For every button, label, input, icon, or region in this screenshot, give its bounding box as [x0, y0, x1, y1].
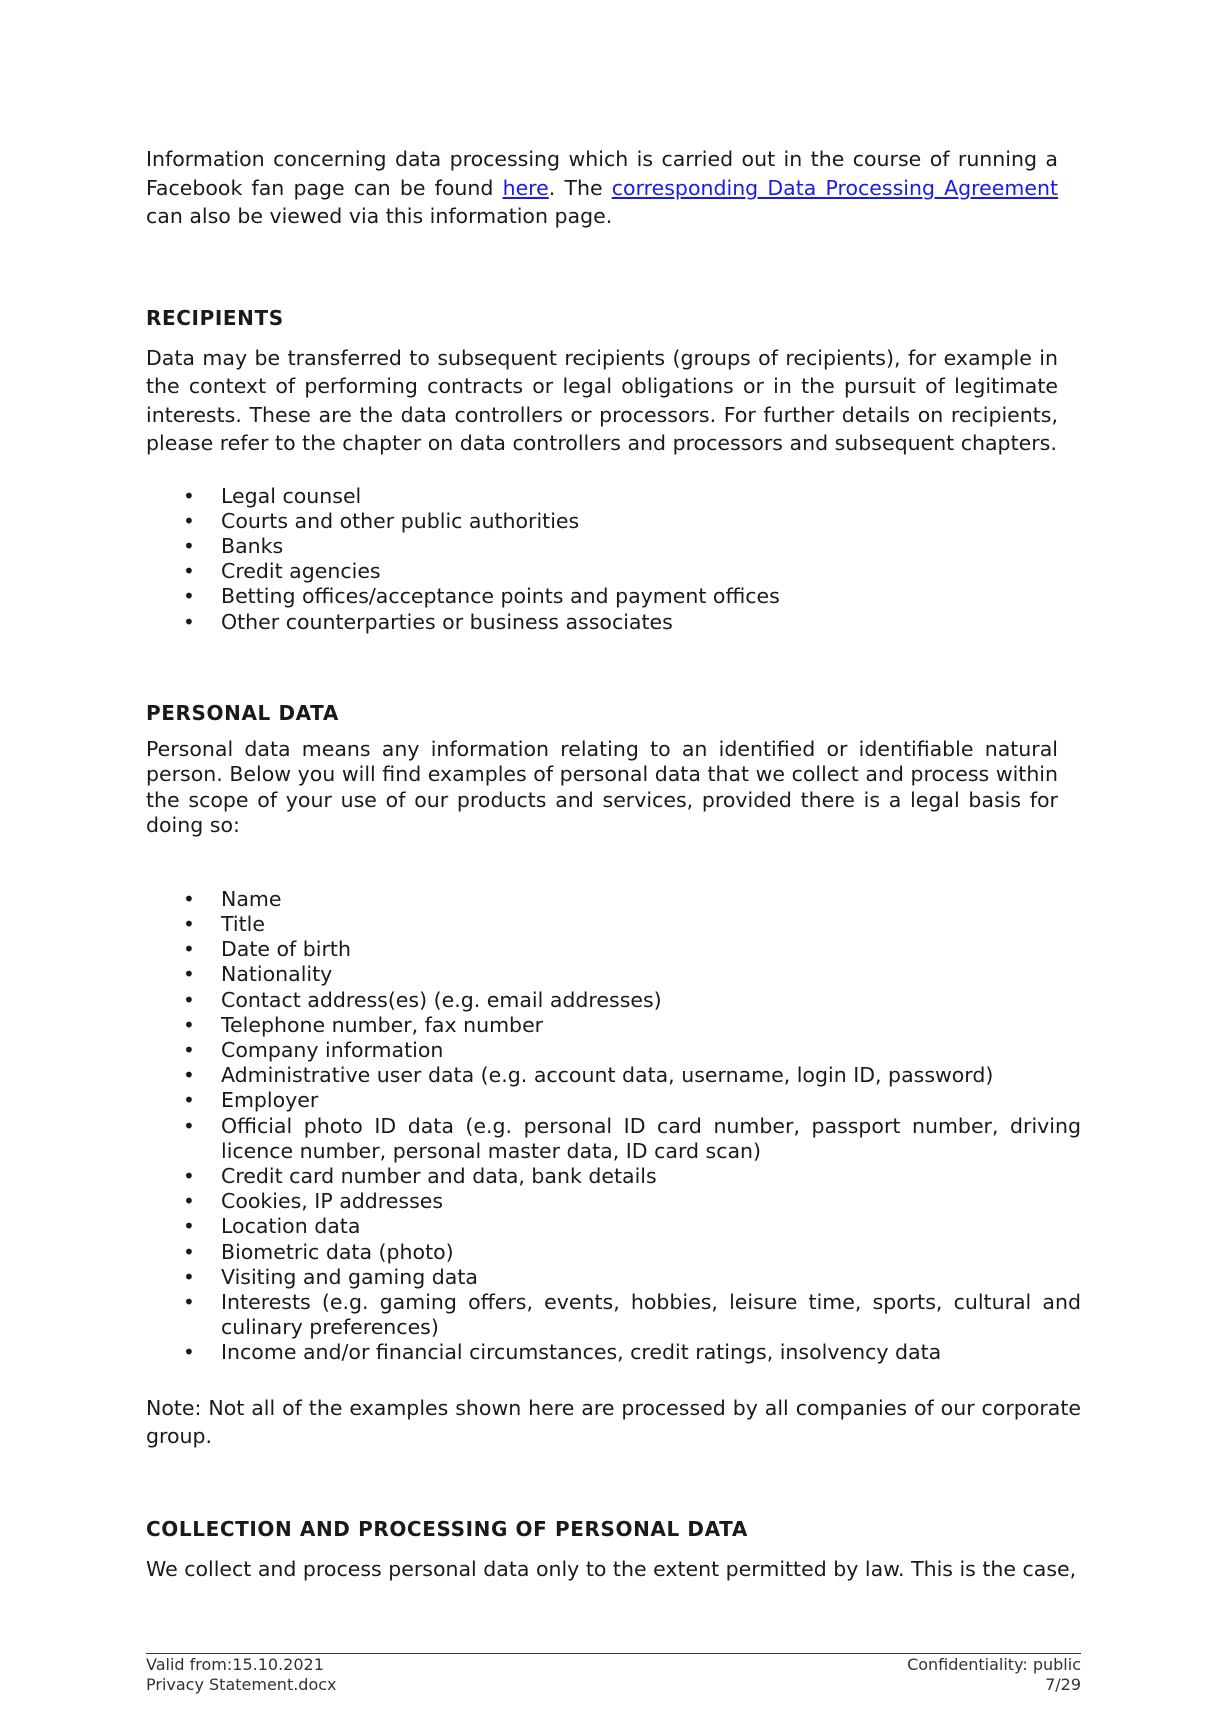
- list-item: • Telephone number, fax number: [183, 1012, 544, 1037]
- footer-divider: [146, 1653, 1081, 1654]
- page-number: 7/29: [1045, 1675, 1081, 1694]
- recipients-list: [146, 484, 1058, 635]
- list-item: • Location data: [183, 1214, 361, 1239]
- recipients-paragraph: Data may be transferred to subsequent recipients (groups of recipients), for example in the context of performing contracts or legal obligations or in the pursuit of legitimate interests. These are the data controllers or processors. For further details on recipients, please refer to the chapter on data controllers and processors and subsequent chapters.: [146, 345, 1058, 455]
- list-item: • Official photo ID data (e.g. personal ID card number, passport number, driving licence number, personal master data, ID card scan): [183, 1113, 1081, 1163]
- list-item: • Credit agencies: [183, 559, 381, 584]
- personal-data-heading: PERSONAL DATA: [146, 700, 339, 725]
- list-item: • Contact address(es) (e.g. email addresses): [183, 987, 662, 1012]
- list-item: • Credit card number and data, bank details: [183, 1163, 657, 1188]
- list-item: • Nationality: [183, 962, 333, 987]
- list-item: • Income and/or financial circumstances, credit ratings, insolvency data: [183, 1340, 942, 1365]
- personal-data-note: Note: Not all of the examples shown here are processed by all companies of our corporate group.: [146, 1395, 1081, 1449]
- intro-text-2: . The: [548, 175, 612, 200]
- page-content: [146, 145, 1081, 1583]
- recipients-heading: RECIPIENTS: [146, 305, 284, 330]
- footer-left: [146, 1655, 337, 1695]
- list-item: • Company information: [183, 1037, 444, 1062]
- list-item: • Biometric data (photo): [183, 1239, 454, 1264]
- personal-data-list: [146, 887, 1081, 1366]
- personal-data-paragraph: Personal data means any information relating to an identified or identifiable natural person. Below you will find examples of personal data that we collect and process within the scope of your use of our products and services, provided there is a legal basis for doing so:: [146, 736, 1058, 838]
- list-item: • Legal counsel: [183, 483, 362, 508]
- valid-from-text: Valid from:15.10.2021: [146, 1655, 324, 1674]
- list-item: • Cookies, IP addresses: [183, 1189, 444, 1214]
- list-item: • Betting offices/acceptance points and payment offices: [183, 584, 780, 609]
- list-item: • Administrative user data (e.g. account data, username, login ID, password): [183, 1063, 994, 1088]
- list-item: • Banks: [183, 533, 284, 558]
- confidentiality-text: Confidentiality: public: [907, 1655, 1081, 1674]
- filename-text: Privacy Statement.docx: [146, 1675, 337, 1694]
- facebook-info-link[interactable]: here: [502, 175, 549, 200]
- list-item: • Courts and other public authorities: [183, 508, 580, 533]
- list-item: • Other counterparties or business associates: [183, 609, 673, 634]
- intro-text-1: Information concerning data processing which is carried out in the course of running a Facebook fan page can be found: [146, 147, 1058, 200]
- list-item: • Interests (e.g. gaming offers, events, hobbies, leisure time, sports, cultural and culinary preferences): [183, 1289, 1081, 1340]
- list-item: • Employer: [183, 1088, 319, 1113]
- list-item: • Name: [183, 886, 282, 911]
- collection-paragraph: We collect and process personal data only to the extent permitted by law. This is the case,: [146, 1556, 1077, 1581]
- data-processing-agreement-link[interactable]: corresponding Data Processing Agreement: [611, 175, 1058, 200]
- intro-paragraph: [146, 145, 1058, 231]
- collection-heading: COLLECTION AND PROCESSING OF PERSONAL DATA: [146, 1516, 748, 1541]
- footer-right: [907, 1655, 1081, 1695]
- list-item: • Title: [183, 911, 265, 936]
- intro-text-3: can also be viewed via this information page.: [146, 204, 613, 228]
- list-item: • Date of birth: [183, 937, 351, 962]
- list-item: • Visiting and gaming data: [183, 1264, 478, 1289]
